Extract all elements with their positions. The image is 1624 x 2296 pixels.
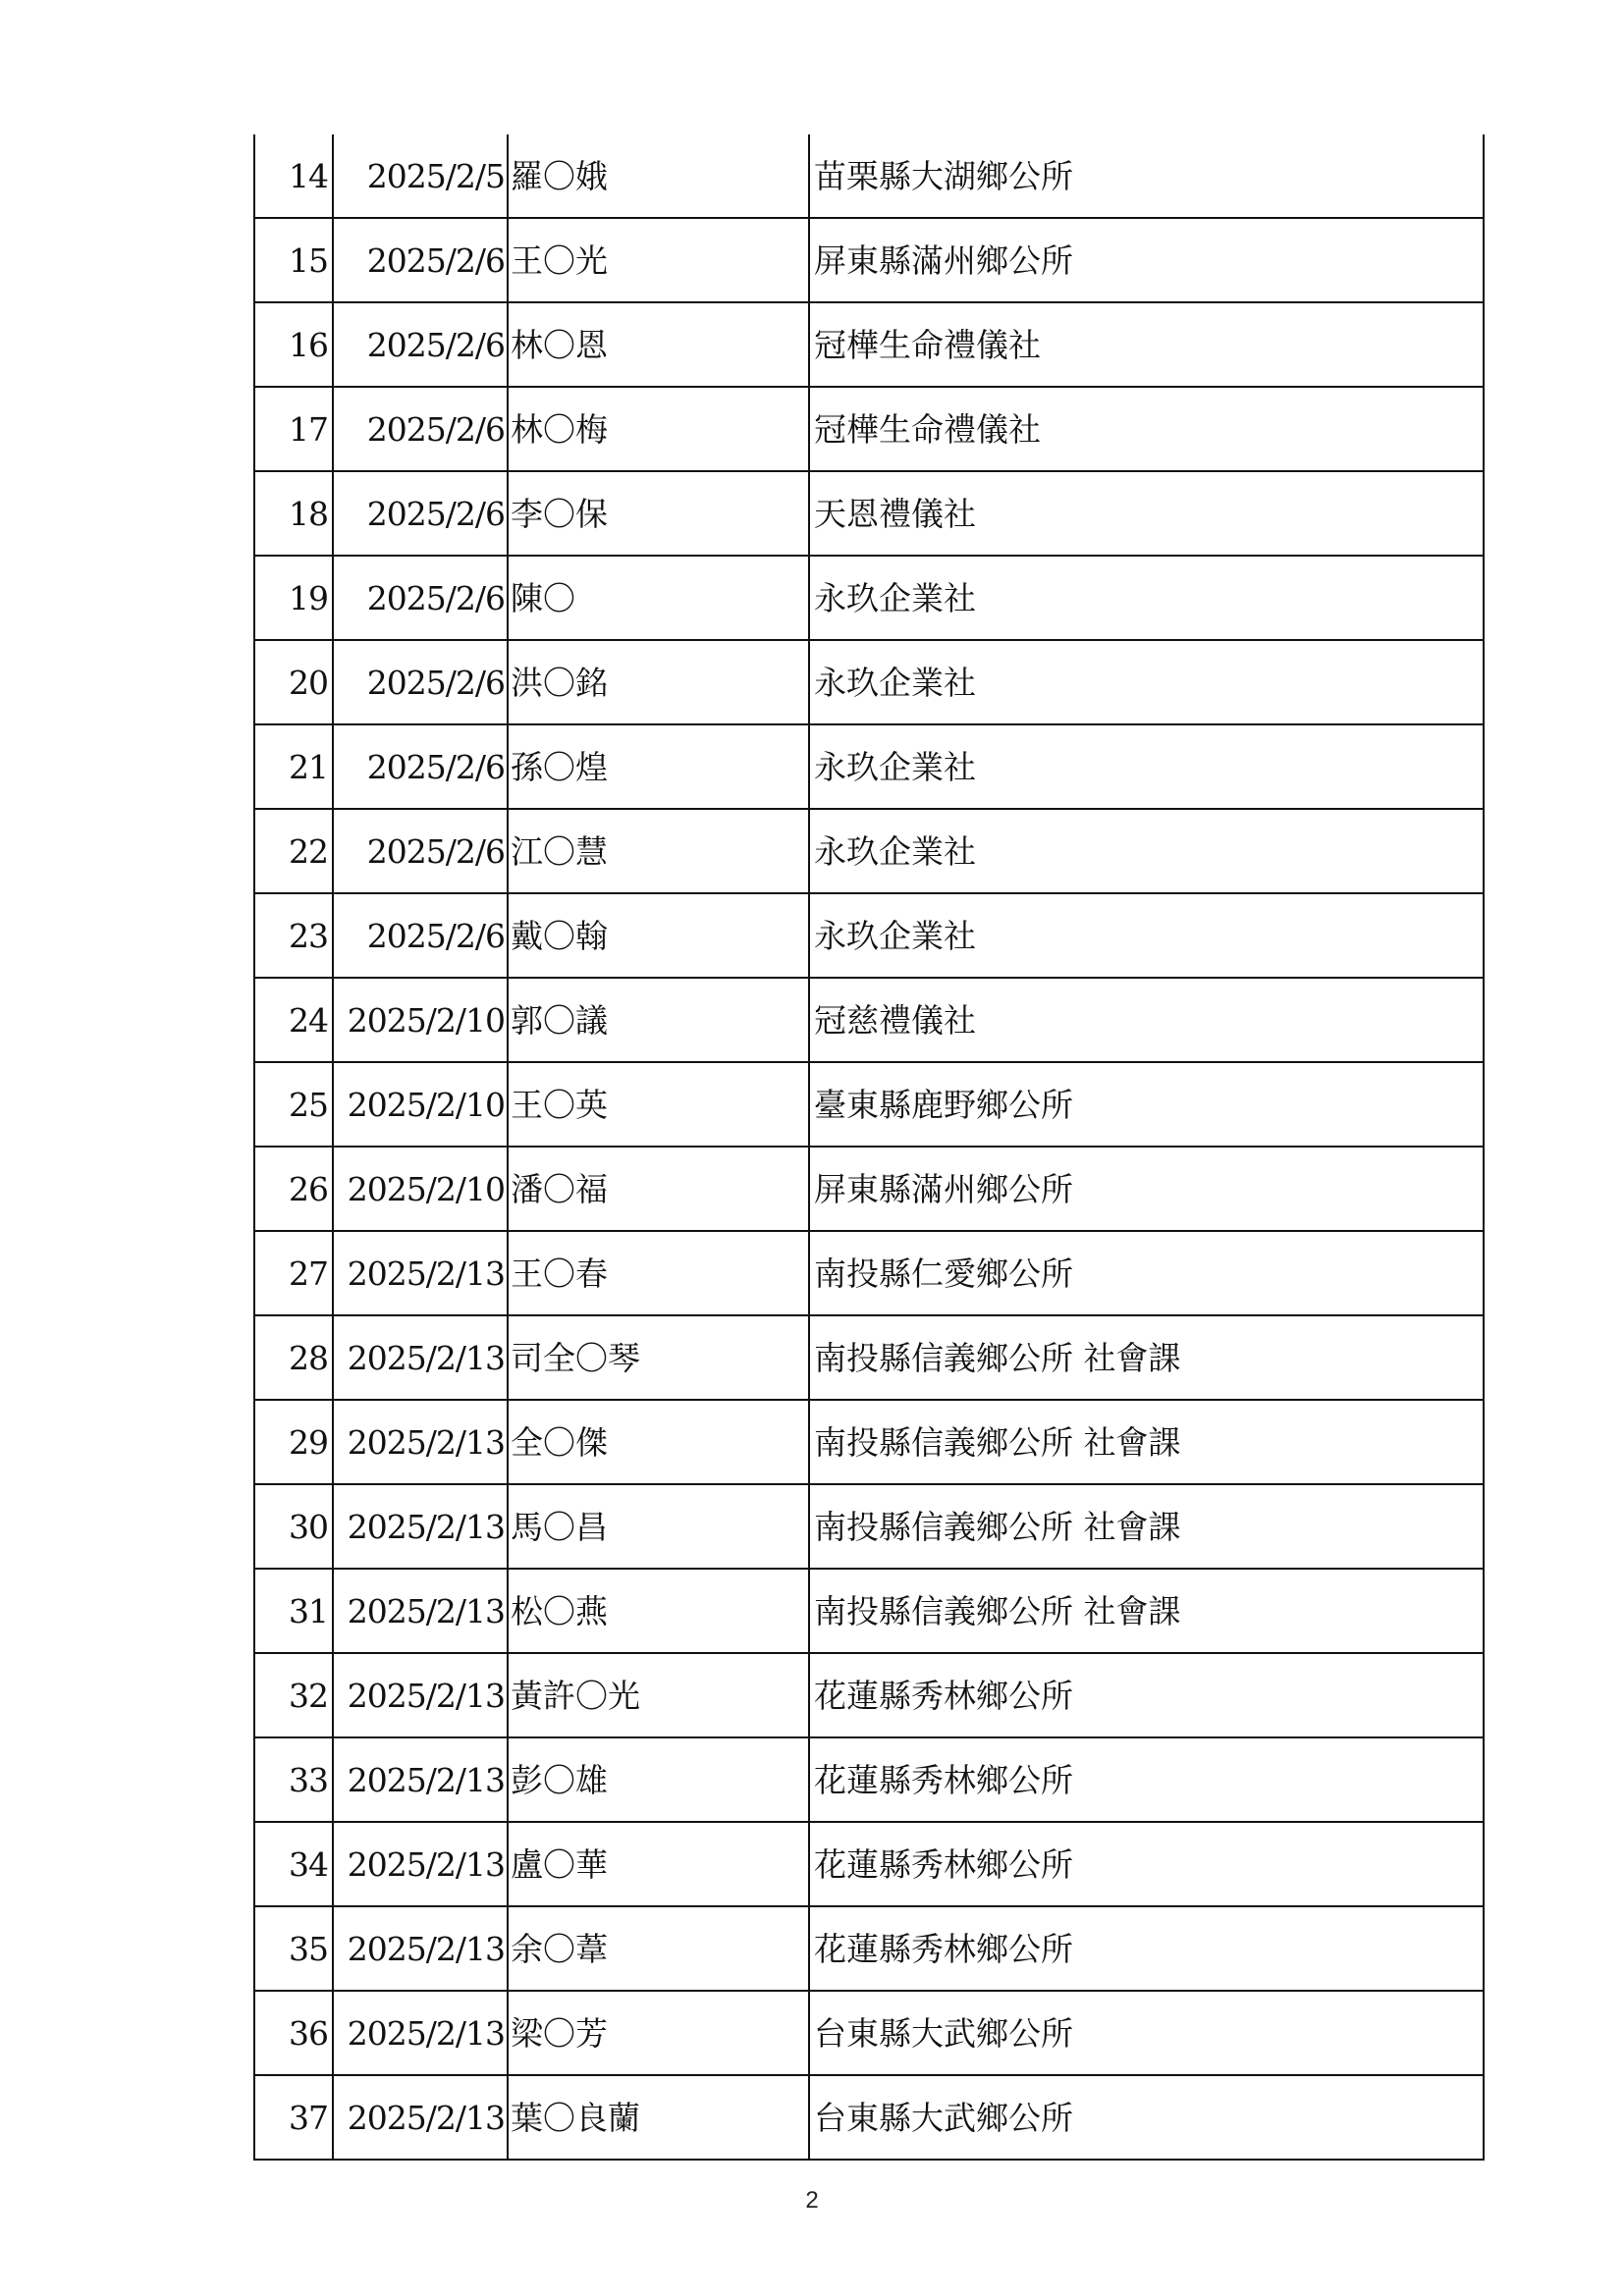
- name-cell: 彭〇雄: [508, 1737, 809, 1822]
- name-cell: 羅〇娥: [508, 134, 809, 218]
- date-cell: 2025/2/13: [333, 1231, 508, 1315]
- date-cell: 2025/2/6: [333, 724, 508, 809]
- date-cell: 2025/2/13: [333, 2075, 508, 2160]
- organization-cell: 永玖企業社: [809, 724, 1484, 809]
- row-index-cell: 31: [254, 1569, 333, 1653]
- row-index-cell: 17: [254, 387, 333, 471]
- table-row: [254, 1484, 1484, 1569]
- organization-cell: 台東縣大武鄉公所: [809, 1991, 1484, 2075]
- table-row: [254, 1653, 1484, 1737]
- name-cell: 陳〇: [508, 556, 809, 640]
- row-index-cell: 32: [254, 1653, 333, 1737]
- organization-cell: 南投縣信義鄉公所 社會課: [809, 1315, 1484, 1400]
- name-cell: 余〇葦: [508, 1906, 809, 1991]
- organization-cell: 南投縣信義鄉公所 社會課: [809, 1400, 1484, 1484]
- date-cell: 2025/2/5: [333, 134, 508, 218]
- table-row: [254, 809, 1484, 893]
- name-cell: 葉〇良蘭: [508, 2075, 809, 2160]
- row-index-cell: 24: [254, 978, 333, 1062]
- table-row: [254, 2075, 1484, 2160]
- organization-cell: 冠樺生命禮儀社: [809, 302, 1484, 387]
- organization-cell: 永玖企業社: [809, 809, 1484, 893]
- table-row: [254, 556, 1484, 640]
- table-row: [254, 1400, 1484, 1484]
- name-cell: 洪〇銘: [508, 640, 809, 724]
- organization-cell: 屏東縣滿州鄉公所: [809, 1147, 1484, 1231]
- row-index-cell: 37: [254, 2075, 333, 2160]
- table-row: [254, 978, 1484, 1062]
- date-cell: 2025/2/6: [333, 387, 508, 471]
- row-index-cell: 25: [254, 1062, 333, 1147]
- name-cell: 司全〇琴: [508, 1315, 809, 1400]
- date-cell: 2025/2/13: [333, 1315, 508, 1400]
- date-cell: 2025/2/6: [333, 218, 508, 302]
- organization-cell: 屏東縣滿州鄉公所: [809, 218, 1484, 302]
- row-index-cell: 26: [254, 1147, 333, 1231]
- row-index-cell: 35: [254, 1906, 333, 1991]
- date-cell: 2025/2/6: [333, 302, 508, 387]
- table-row: [254, 1906, 1484, 1991]
- name-cell: 全〇傑: [508, 1400, 809, 1484]
- name-cell: 郭〇議: [508, 978, 809, 1062]
- date-cell: 2025/2/13: [333, 1906, 508, 1991]
- date-cell: 2025/2/6: [333, 809, 508, 893]
- table-row: [254, 724, 1484, 809]
- organization-cell: 永玖企業社: [809, 556, 1484, 640]
- records-table: [253, 134, 1485, 2161]
- organization-cell: 南投縣信義鄉公所 社會課: [809, 1484, 1484, 1569]
- row-index-cell: 18: [254, 471, 333, 556]
- name-cell: 馬〇昌: [508, 1484, 809, 1569]
- row-index-cell: 21: [254, 724, 333, 809]
- page-number: 2: [805, 2187, 819, 2214]
- name-cell: 江〇慧: [508, 809, 809, 893]
- table-row: [254, 893, 1484, 978]
- name-cell: 戴〇翰: [508, 893, 809, 978]
- row-index-cell: 23: [254, 893, 333, 978]
- table-row: [254, 1147, 1484, 1231]
- organization-cell: 台東縣大武鄉公所: [809, 2075, 1484, 2160]
- row-index-cell: 16: [254, 302, 333, 387]
- date-cell: 2025/2/6: [333, 556, 508, 640]
- row-index-cell: 27: [254, 1231, 333, 1315]
- organization-cell: 永玖企業社: [809, 640, 1484, 724]
- table-row: [254, 302, 1484, 387]
- table-row: [254, 1737, 1484, 1822]
- organization-cell: 南投縣信義鄉公所 社會課: [809, 1569, 1484, 1653]
- table-row: [254, 471, 1484, 556]
- date-cell: 2025/2/13: [333, 1991, 508, 2075]
- row-index-cell: 34: [254, 1822, 333, 1906]
- name-cell: 松〇燕: [508, 1569, 809, 1653]
- date-cell: 2025/2/6: [333, 471, 508, 556]
- row-index-cell: 20: [254, 640, 333, 724]
- date-cell: 2025/2/13: [333, 1653, 508, 1737]
- table-row: [254, 1991, 1484, 2075]
- date-cell: 2025/2/13: [333, 1569, 508, 1653]
- row-index-cell: 14: [254, 134, 333, 218]
- name-cell: 孫〇煌: [508, 724, 809, 809]
- date-cell: 2025/2/13: [333, 1737, 508, 1822]
- table-row: [254, 1315, 1484, 1400]
- table-row: [254, 1569, 1484, 1653]
- date-cell: 2025/2/13: [333, 1400, 508, 1484]
- row-index-cell: 29: [254, 1400, 333, 1484]
- row-index-cell: 22: [254, 809, 333, 893]
- organization-cell: 花蓮縣秀林鄉公所: [809, 1906, 1484, 1991]
- table-row: [254, 640, 1484, 724]
- organization-cell: 花蓮縣秀林鄉公所: [809, 1737, 1484, 1822]
- date-cell: 2025/2/13: [333, 1822, 508, 1906]
- date-cell: 2025/2/10: [333, 1147, 508, 1231]
- row-index-cell: 36: [254, 1991, 333, 2075]
- organization-cell: 冠慈禮儀社: [809, 978, 1484, 1062]
- organization-cell: 花蓮縣秀林鄉公所: [809, 1822, 1484, 1906]
- organization-cell: 冠樺生命禮儀社: [809, 387, 1484, 471]
- row-index-cell: 19: [254, 556, 333, 640]
- organization-cell: 花蓮縣秀林鄉公所: [809, 1653, 1484, 1737]
- name-cell: 林〇恩: [508, 302, 809, 387]
- date-cell: 2025/2/10: [333, 978, 508, 1062]
- date-cell: 2025/2/6: [333, 893, 508, 978]
- organization-cell: 永玖企業社: [809, 893, 1484, 978]
- table-row: [254, 1062, 1484, 1147]
- name-cell: 王〇英: [508, 1062, 809, 1147]
- table-row: [254, 387, 1484, 471]
- name-cell: 梁〇芳: [508, 1991, 809, 2075]
- name-cell: 李〇保: [508, 471, 809, 556]
- organization-cell: 南投縣仁愛鄉公所: [809, 1231, 1484, 1315]
- organization-cell: 苗栗縣大湖鄉公所: [809, 134, 1484, 218]
- table-row: [254, 134, 1484, 218]
- records-table-body: [254, 134, 1484, 2160]
- date-cell: 2025/2/6: [333, 640, 508, 724]
- table-row: [254, 1822, 1484, 1906]
- date-cell: 2025/2/13: [333, 1484, 508, 1569]
- row-index-cell: 33: [254, 1737, 333, 1822]
- name-cell: 王〇光: [508, 218, 809, 302]
- organization-cell: 天恩禮儀社: [809, 471, 1484, 556]
- name-cell: 林〇梅: [508, 387, 809, 471]
- name-cell: 王〇春: [508, 1231, 809, 1315]
- row-index-cell: 30: [254, 1484, 333, 1569]
- name-cell: 潘〇福: [508, 1147, 809, 1231]
- organization-cell: 臺東縣鹿野鄉公所: [809, 1062, 1484, 1147]
- table-row: [254, 218, 1484, 302]
- row-index-cell: 15: [254, 218, 333, 302]
- row-index-cell: 28: [254, 1315, 333, 1400]
- date-cell: 2025/2/10: [333, 1062, 508, 1147]
- name-cell: 盧〇華: [508, 1822, 809, 1906]
- name-cell: 黃許〇光: [508, 1653, 809, 1737]
- table-row: [254, 1231, 1484, 1315]
